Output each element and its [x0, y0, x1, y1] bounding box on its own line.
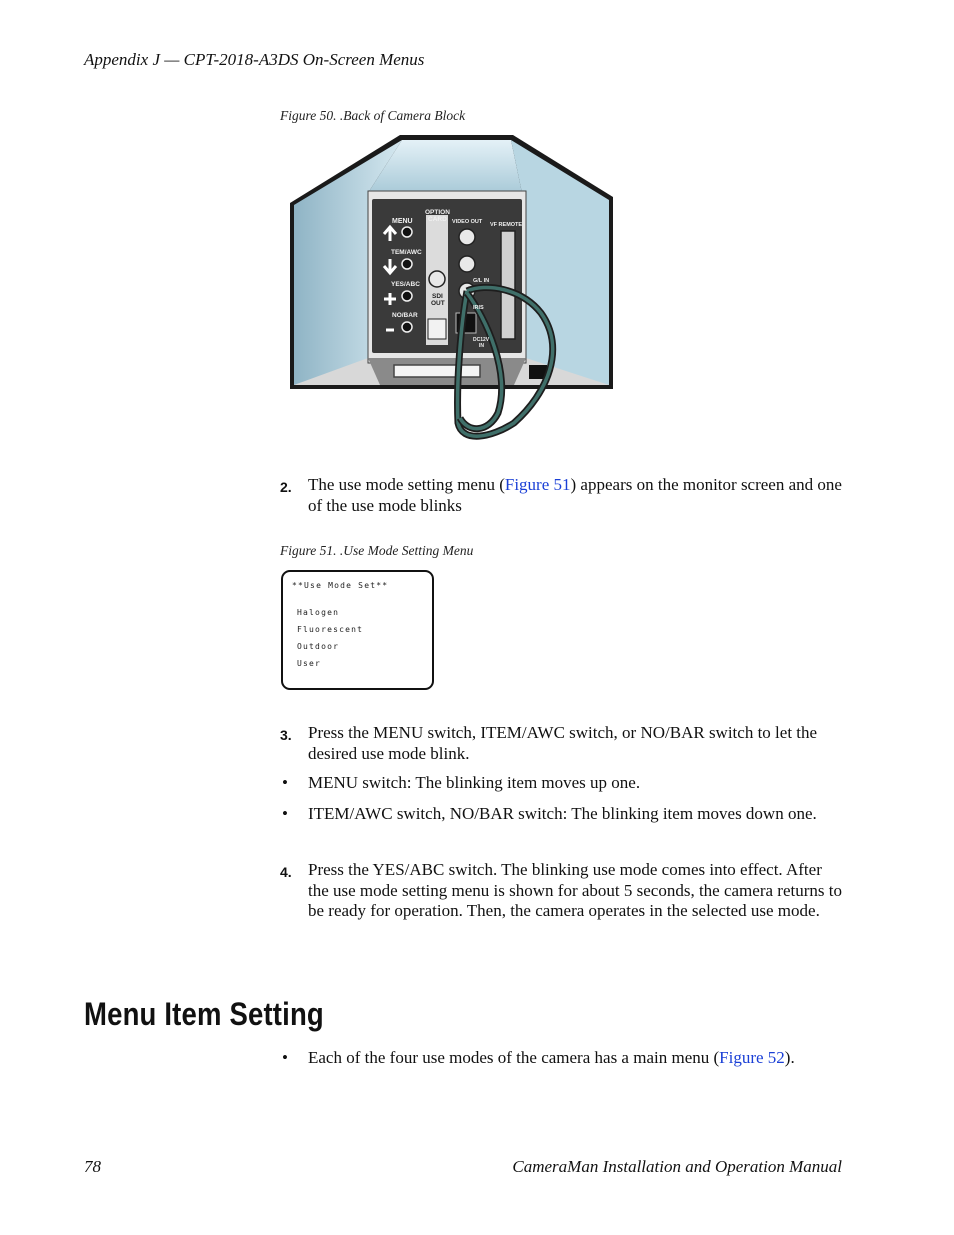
list-item: • Each of the four use modes of the camera has a main menu (Figure 52). — [282, 1048, 795, 1067]
label-dc12v: DC12V — [473, 337, 490, 343]
label-out: OUT — [431, 300, 445, 307]
label-vf-remote: VF REMOTE — [490, 222, 523, 228]
step-4 — [280, 860, 846, 922]
menu-option-outdoor: Outdoor — [297, 642, 340, 651]
menu-button — [402, 227, 412, 237]
figure-51-link[interactable]: Figure 51 — [504, 475, 571, 494]
label-iris: IRIS — [473, 305, 484, 311]
step-text: Press the YES/ABC switch. The blinking use mode comes into effect. After the use mode setting menu is shown for about 5 seconds, the camera returns to be ready for operation. Then, the camera operates in the selected use mode. — [308, 860, 842, 920]
footer-manual-title: CameraMan Installation and Operation Manual — [512, 1157, 842, 1176]
label-menu: MENU — [392, 218, 413, 225]
bullet: • — [282, 804, 288, 823]
list-item: • MENU switch: The blinking item moves up one. — [282, 773, 641, 792]
vf-remote-connector — [501, 231, 515, 339]
label-yes-abc: YES/ABC — [391, 281, 420, 288]
label-card: CARD — [428, 216, 447, 223]
section-heading: Menu Item Setting — [84, 996, 324, 1032]
label-no-bar: NO/BAR — [392, 312, 418, 319]
running-header: Appendix J — CPT-2018-A3DS On-Screen Menus — [84, 50, 425, 69]
menu-title: **Use Mode Set** — [292, 581, 389, 590]
no-bar-button — [402, 322, 412, 332]
label-option: OPTION — [425, 209, 450, 216]
step-text: Press the MENU switch, ITEM/AWC switch, or NO/BAR switch to let the desired use mode blink. — [308, 723, 818, 763]
list-item: • ITEM/AWC switch, NO/BAR switch: The blinking item moves down one. — [282, 804, 817, 823]
figure-52-link[interactable]: Figure 52 — [719, 1048, 785, 1067]
yes-abc-button — [402, 291, 412, 301]
label-dc-in: IN — [479, 343, 484, 349]
bullet: • — [282, 1048, 288, 1067]
label-gl-in: G/L IN — [473, 278, 490, 284]
label-item-awc: TEM/AWC — [391, 249, 422, 256]
step-text: The use mode setting menu (Figure 51) appears on the monitor screen and one of the use mode blinks — [308, 475, 842, 515]
label-video-out: VIDEO OUT — [452, 219, 483, 225]
bullet: • — [282, 773, 288, 792]
sdi-out-connector — [429, 271, 445, 287]
vent-slot — [394, 365, 480, 377]
step-number: 3. — [280, 727, 292, 743]
step-2 — [280, 475, 846, 516]
menu-option-halogen: Halogen — [297, 608, 340, 617]
step-3 — [280, 723, 846, 764]
use-mode-menu-screen — [281, 570, 434, 690]
step-number: 4. — [280, 864, 292, 880]
item-awc-button — [402, 259, 412, 269]
menu-option-fluorescent: Fluorescent — [297, 625, 364, 634]
figure-50-caption: Figure 50. .Back of Camera Block — [280, 108, 466, 123]
label-sdi: SDI — [432, 293, 443, 300]
figure-51-caption: Figure 51. .Use Mode Setting Menu — [280, 543, 474, 558]
page-number: 78 — [84, 1157, 101, 1176]
option-card-port — [428, 319, 446, 339]
menu-option-user: User — [297, 659, 322, 668]
step-number: 2. — [280, 479, 292, 495]
camera-block-illustration — [286, 133, 616, 445]
video-out-connector-1 — [459, 229, 475, 245]
video-out-connector-2 — [459, 256, 475, 272]
